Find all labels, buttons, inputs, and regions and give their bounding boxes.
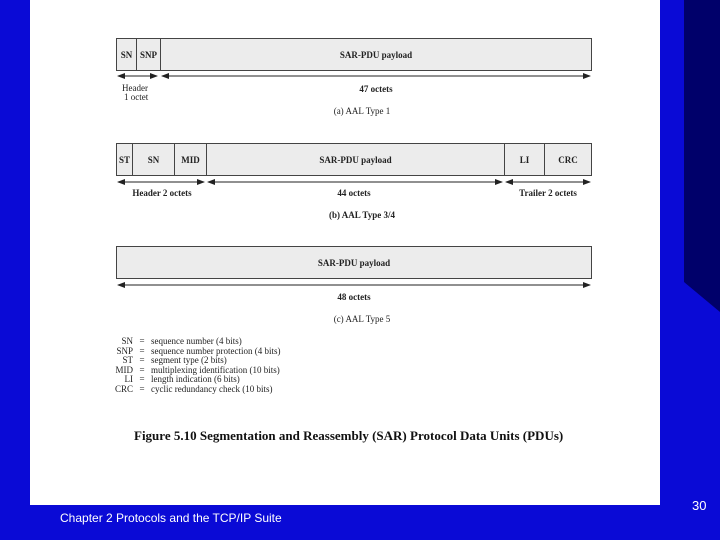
- aal5-payload-field: SAR-PDU payload: [317, 257, 391, 268]
- aal1-payload-field: SAR-PDU payload: [339, 49, 413, 60]
- aal1-payload-size: 47 octets: [359, 84, 393, 94]
- aal34-header-label: Header 2 octets: [132, 188, 192, 198]
- aal34-li-field: LI: [505, 144, 545, 175]
- footer-chapter-title: Chapter 2 Protocols and the TCP/IP Suite: [60, 511, 282, 525]
- figure-caption: Figure 5.10 Segmentation and Reassembly (SAR) Protocol Data Units (PDUs): [134, 428, 564, 443]
- aal1-snp-field: SNP: [137, 39, 161, 70]
- aal34-payload-field: SAR-PDU payload: [207, 144, 505, 175]
- legend-row: CRC = cyclic redundancy check (10 bits): [114, 383, 273, 394]
- aal34-st-field: ST: [117, 144, 133, 175]
- aal34-trailer-label: Trailer 2 octets: [519, 188, 577, 198]
- aal34-payload-size: 44 octets: [337, 188, 371, 198]
- legend-row: LI = length indication (6 bits): [124, 374, 240, 385]
- legend-row: SNP = sequence number protection (4 bits): [116, 345, 281, 356]
- aal1-caption: (a) AAL Type 1: [333, 106, 391, 116]
- legend-row: SN = sequence number (4 bits): [121, 336, 242, 346]
- aal1-sn-field: SN: [117, 39, 137, 70]
- legend-row: MID = multiplexing identification (10 bits): [115, 364, 280, 375]
- aal1-header-size: 1 octet: [124, 92, 149, 102]
- aal34-sn-field: SN: [133, 144, 175, 175]
- page-number: 30: [692, 498, 707, 513]
- aal34-mid-field: MID: [175, 144, 207, 175]
- abbreviation-legend: [106, 337, 280, 395]
- aal5-caption: (c) AAL Type 5: [333, 314, 391, 324]
- aal1-header-label: Header: [122, 83, 148, 93]
- aal5-payload-size: 48 octets: [337, 292, 371, 302]
- legend-row: ST = segment type (2 bits): [122, 355, 227, 366]
- aal34-crc-field: CRC: [558, 154, 578, 165]
- aal34-caption: (b) AAL Type 3/4: [329, 210, 395, 220]
